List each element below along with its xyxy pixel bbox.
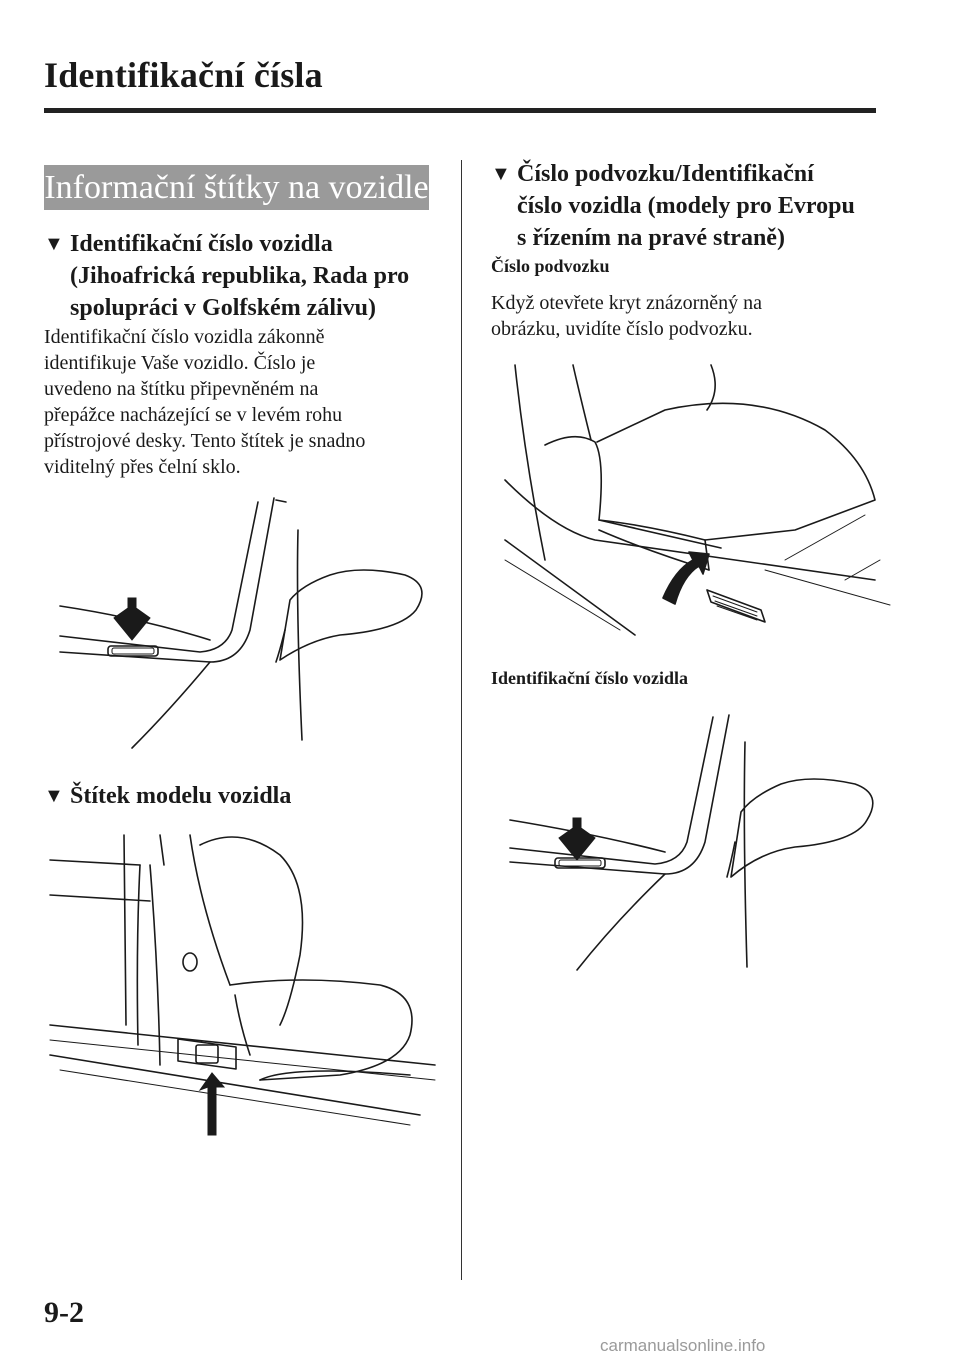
windshield-vin-plate-illustration-right: [495, 712, 895, 982]
text-line: viditelný přes čelní sklo.: [44, 456, 241, 478]
paragraph-chassis-description: [491, 290, 891, 342]
heading-line: spolupráci v Golfském zálivu): [70, 295, 377, 321]
title-rule: [44, 108, 876, 113]
heading-line: Číslo podvozku/Identifikační: [517, 161, 814, 187]
heading-line: s řízením na pravé straně): [517, 225, 785, 251]
text-line: přepážce nacházející se v levém rohu: [44, 404, 343, 426]
heading-line: (Jihoafrická republika, Rada pro: [70, 263, 410, 289]
heading-model-plate: [44, 780, 470, 812]
triangle-marker-icon: ▼: [491, 163, 511, 185]
heading-chassis-number: [491, 158, 917, 254]
page-title: Identifikační čísla: [44, 55, 323, 95]
page-number: 9-2: [44, 1296, 84, 1329]
text-line: Identifikační číslo vozidla zákonně: [44, 326, 325, 348]
triangle-marker-icon: ▼: [44, 233, 64, 255]
triangle-marker-icon: ▼: [44, 785, 64, 807]
heading-line: Identifikační číslo vozidla: [70, 231, 333, 257]
seat-model-plate-illustration: [40, 825, 440, 1155]
caption-vin: Identifikační číslo vozidla: [491, 668, 689, 688]
text-line: obrázku, uvidíte číslo podvozku.: [491, 318, 753, 340]
text-line: identifikuje Vaše vozidlo. Číslo je: [44, 352, 316, 374]
section-banner: Informační štítky na vozidle: [44, 165, 429, 210]
text-line: uvedeno na štítku připevněném na: [44, 378, 319, 400]
heading-vin-south-africa: [44, 228, 470, 324]
text-line: Když otevřete kryt znázorněný na: [491, 292, 762, 314]
column-divider: [461, 160, 462, 1280]
paragraph-vin-description: [44, 324, 444, 480]
watermark: carmanualsonline.info: [600, 1336, 766, 1355]
chassis-number-cover-illustration: [495, 360, 895, 650]
windshield-vin-plate-illustration: [40, 490, 440, 760]
text-line: přístrojové desky. Tento štítek je snadno: [44, 430, 366, 452]
heading-line: Štítek modelu vozidla: [70, 783, 292, 809]
heading-line: číslo vozidla (modely pro Evropu: [517, 193, 855, 219]
subheading-chassis-number: Číslo podvozku: [491, 256, 610, 276]
